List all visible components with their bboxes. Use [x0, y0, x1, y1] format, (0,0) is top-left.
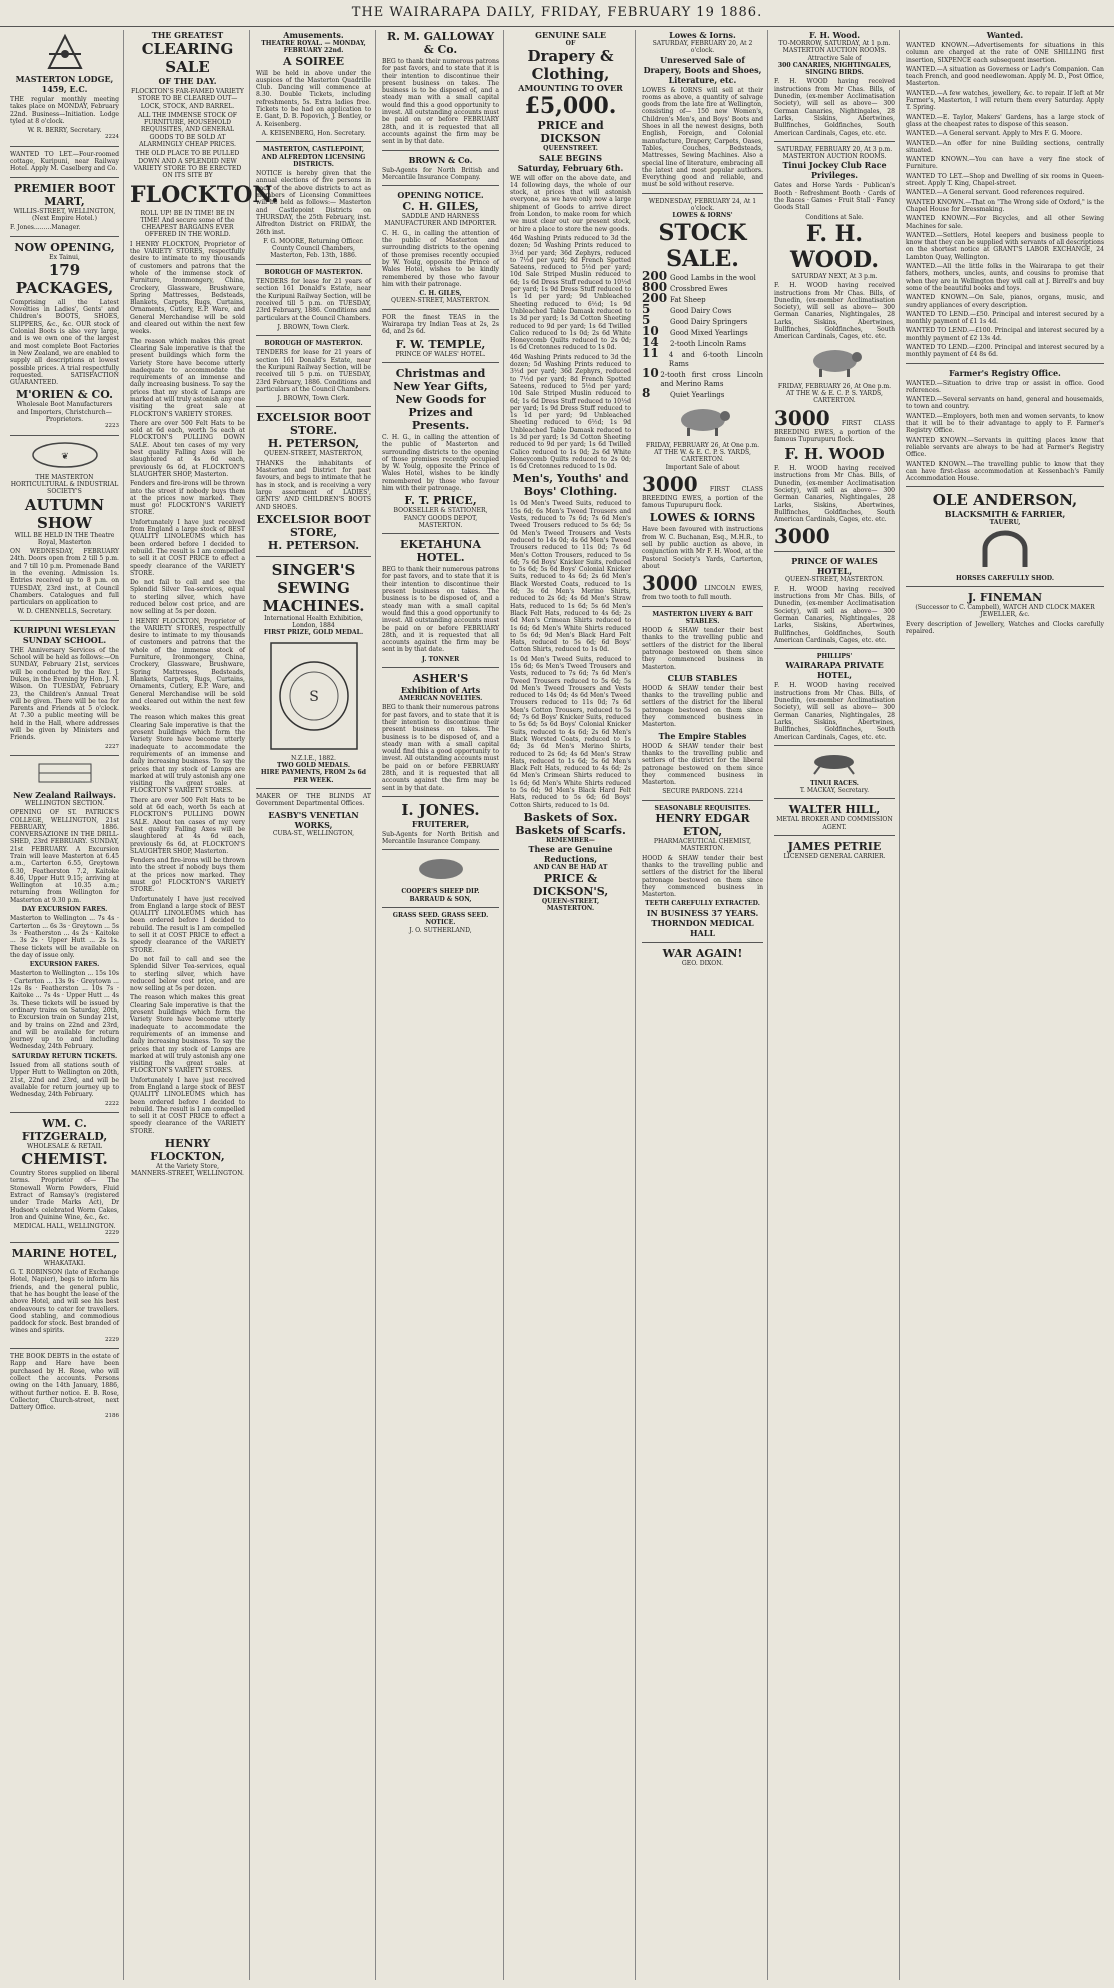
stock-row: 14 2-tooth Lincoln Rams [642, 334, 746, 349]
thorndon: THORNDON MEDICAL HALL [651, 917, 754, 938]
sale-begins: SALE BEGINS [538, 152, 602, 163]
fhwood-heading: F. H. WOOD. [790, 220, 879, 273]
war-again: WAR AGAIN! [662, 946, 743, 960]
clearing-body-3: THE OLD PLACE TO BE PULLED DOWN AND A SPLENDID NEW VARIETY STORE TO BE ERECTED ON ITS SITE BY [133, 150, 242, 180]
licensing-heading: MASTERTON, CASTLEPOINT, AND ALFREDTON LICENSING DISTRICTS. [261, 146, 366, 168]
tender-sig: J. BROWN, Town Clerk. [277, 323, 350, 331]
wanted-ad: WANTED.—An offer for nine Building sections, centrally situated. [906, 139, 1104, 154]
tinui-items: Gates and Horse Yards · Publican's Booth · Refreshment Booth · Cards of the Races · Games · Fruit Stall · Fancy Goods Stall [774, 182, 895, 212]
sale-items: 46d Washing Prints reduced to 3d the dozen; 5d Washing Prints reduced to 3½d per yard; 36d Zephyrs, reduced to 7½d per yard; 8d French Spotted Sateens, reduced to 5½d per yard; 10d Sale Striped Muslin reduced to 6d; 1s 6d Dress Stuff reduced to 10½d per yard; 1s 9d Dress Stuff reduced to 1s 1d per yard; 9d Unbleached Sheeting reduced to 6½d; 1s 9d Unbleached Table Damask reduced to 1s 3d per yard; 1s 3d Cotton Sheeting reduced to 9d per yard; 1s 6d Twilled Calico reduced to 1s 0d; 2s 6d White Honeycomb Quilts reduced to 2s 0d; 1s 6d Cretonnes reduced to 1s 0d. [510, 234, 631, 352]
lincoln-count: 3000 [774, 524, 830, 549]
tender-body: TENDERS for lease for 21 years of section 161 Donald's Estate, near the Kuripuni Railway Section, will be received till 5 p.m. on TUESDAY, 23rd February, 1886. Conditions and particulars at the Council Chambers. [256, 278, 371, 322]
sale-date: Saturday, February 6th. [517, 162, 624, 173]
excelsior-heading: EXCELSIOR BOOT STORE. [256, 411, 371, 438]
soiree-body: Will be held in above under the auspices of the Masterton Quadrille Club. Dancing will commence at 8.30. Double Tickets, including refreshments, 5s. Extra ladies free. Tickets to be had on application to E. Gant, D. B. Popovich, J. Bentley, or A. Keisenberg. [256, 69, 371, 128]
stock-list [642, 268, 763, 400]
mackay-sig: T. MACKAY, Secretary. [799, 787, 870, 795]
price-sub: BOOKSELLER & STATIONER, FANCY GOODS DEPOT, MASTERTON. [393, 507, 488, 529]
mens-heading: Men's, Youths' and Boys' Clothing. [512, 472, 629, 499]
opening-firm: M'ORIEN & CO. [16, 388, 113, 402]
ewes-count: 3000 [642, 471, 698, 496]
amusements-heading: Amusements. [283, 30, 344, 40]
giles-addr: QUEEN-STREET, MASTERTON. [391, 297, 490, 305]
ad-number: 2227 [105, 743, 119, 750]
fares-heading: DAY EXCURSION FARES. [21, 906, 108, 914]
stock-row: 5 Good Dairy Cows [642, 301, 732, 316]
fineman-heading: J. FINEMAN [967, 591, 1043, 605]
queenstreet: QUEENSTREET. [543, 145, 598, 153]
column-2 [126, 30, 279, 1980]
clearing-body-2: ALL THE IMMENSE STOCK OF FURNITURE, HOUSEHOLD REQUISITES, AND GENERAL GOODS TO BE SOLD AT ALARMINGLY CHEAP PRICES. [137, 111, 238, 149]
canaries: 300 CANARIES, NIGHTINGALES, SINGING BIRDS. [777, 61, 892, 77]
clearing-body-1: FLOCKTON'S FAR-FAMED VARIETY STORE TO BE CLEARED OUT—LOCK, STOCK, AND BARREL. [131, 88, 244, 110]
livery-body-3: HOOD & SHAW tender their best thanks to the travelling public and settlers of the district for the liberal patronage bestowed on them since they commenced business in Masterton. [642, 742, 763, 787]
stock-row: 10 Good Mixed Yearlings [642, 323, 748, 338]
sheep-icon [805, 345, 865, 379]
tender-body-2: TENDERS for lease for 21 years of section 161 Donald's Estate, near the Kuripuni Railway Section, will be received till 5 p.m. on TUESDAY, 23rd February, 1886. Conditions and particulars at the Council Chambers. [256, 349, 371, 393]
eketahuna-heading: EKETAHUNA HOTEL. [399, 538, 482, 565]
notice-heading: NOTICE. [425, 919, 456, 927]
theatre-heading: THEATRE ROYAL. — MONDAY, FEBRUARY 22nd. [261, 40, 366, 55]
ewes-text: FIRST CLASS BREEDING EWES, a portion of the famous Tupurupuru flock. [774, 419, 895, 443]
column-6 [638, 30, 768, 1980]
novelties-heading: New Goods for Prizes and Presents. [395, 392, 486, 432]
wood-body-4: F. H. WOOD having received instructions from Mr Chas. Bills, of Dunedin, (ex-member Acclimatisation Society), will sell as above— 300 German Canaries, Nightingales, 28 Larks, Siskins, Abertwines, Bullfinches, Goldfinches, South American Cardinals, Cages, etc. etc. [774, 585, 895, 644]
stock-row: 5 Good Dairy Springers [642, 312, 748, 327]
sheep-dip-icon [411, 854, 471, 884]
fruiterer-heading: FRUITERER, [411, 818, 470, 829]
stock-row: 10 2-tooth first cross Lincoln and Merino Rams [642, 365, 763, 388]
eton-sub: PHARMACEUTICAL CHEMIST, MASTERTON. [653, 838, 752, 853]
walter-heading: WALTER HILL, [788, 803, 881, 817]
prince-sub: QUEEN-STREET, MASTERTON. [785, 576, 884, 584]
wanted-ad: WANTED TO LET.—Shop and Dwelling of six rooms in Queen-street. Apply T. King, Chapel-street. [906, 172, 1104, 188]
galloway-body-3: BEG to thank their numerous patrons for past favors, and to state that it is their intention to discontinue their present business on takes. The business is to be disposed of, and a steady man with a small capital would find this a good opportunity to invest. All outstanding accounts must be paid on or before FEBRUARY 28th, and it is requested that all accounts against the firm may be sent in by that date. [382, 704, 499, 792]
flockton-body-6b: There are over 500 Felt Hats to be sold at 6d each, worth 5s each at FLOCKTON'S PULLING DOWN SALE. About ten cases of my very best quality Falling Axes will be slaughtered at 4s 6d each, previously 6s 6d, at FLOCKTON'S SLAUGHTER SHOP, Masterton. [130, 796, 245, 855]
price-dickson: PRICE & DICKSON'S, [532, 871, 609, 898]
peterson-body: THANKS the inhabitants of Masterton and District for past favours, and begs to intimate that he has in stock, and is receiving a very large assortment of LADIES', GENTS' AND CHILDREN'S BOOTS AND SHOES. [256, 459, 371, 511]
singers-heading: SINGER'S [271, 560, 356, 579]
wanted-ad: WANTED.—A General servant. Good references required. [906, 189, 1085, 197]
ole-heading: OLE ANDERSON, [932, 491, 1078, 510]
unreserved-heading: Unreserved Sale of Drapery, Boots and Shoes, Literature, etc. [643, 54, 762, 85]
sox-heading: Baskets of Sox. [523, 810, 618, 824]
ole-sub: BLACKSMITH & FARRIER, [944, 509, 1066, 520]
soiree-heading: A SOIREE [283, 54, 344, 68]
opening-body: Comprising all the Latest Novelties in Ladies', Gents' and Children's BOOTS, SHOES, SLIPPERS, &c., &c. OUR stock of Colonial Boots is also very large, and is we own one of the largest and most complete Boot Factories in New Zealand, we are enabled to supply all descriptions at lowest possible prices. A trial respectfully requested. SATISFACTION GUARANTEED. [10, 298, 119, 387]
flockton-body-7: Fenders and fire-irons will be thrown into the street if nobody buys them at the prices now marked. They must go! FLOCKTON'S VARIETY STORE. [130, 480, 246, 517]
peterson-sub: QUEEN-STREET, MASTERTON, [264, 450, 363, 458]
brown-heading: BROWN & Co. [408, 154, 473, 165]
brown-body: Sub-Agents for North British and Mercantile Insurance Company. [382, 166, 499, 181]
friday: FRIDAY, FEBRUARY 26, At One p.m. [777, 382, 892, 390]
wanted-ad: WANTED KNOWN.—For Bicycles, and all other Sewing Machines for sale. [906, 215, 1104, 230]
easby-heading: EASBY'S VENETIAN WORKS, [268, 809, 359, 830]
premier-heading: PREMIER BOOT MART, [13, 181, 116, 208]
easby-sub: CUBA-ST., WELLINGTON, [272, 829, 355, 837]
opening-firm-sub: Wholesale Boot Manufacturers and Importers, Christchurch—Proprietors. [16, 401, 113, 424]
flockton-body-7b: Fenders and fire-irons will be thrown into the street if nobody buys them at the prices now marked. They must go! FLOCKTON'S VARIETY STORE. [130, 857, 246, 894]
licensing-body: NOTICE is hereby given that the annual elections of five persons in each of the above districts to act as members of Licensing Committees will be held as follows:— Masterton and Castlepoint Districts on THURSDAY, the 25th February, inst. Alfredton District on FRIDAY, the 26th inst. [256, 170, 371, 236]
dixon-sig: GEO. DIXON. [681, 959, 724, 967]
railway-crest-icon [35, 760, 95, 786]
borough-heading-2: BOROUGH OF MASTERTON. [264, 340, 363, 348]
sutherland-sig: J. O. SUTHERLAND, [409, 926, 472, 934]
soiree-sig: A. KEISENBERG, Hon. Secretary. [261, 129, 366, 137]
prize: FIRST PRIZE, GOLD MEDAL. [263, 629, 364, 637]
temple-heading: F. W. TEMPLE, [395, 337, 486, 351]
column-4 [378, 30, 504, 1980]
lowes-heading-3: LOWES & IORNS [649, 511, 756, 525]
premier-sig: F. Jones.........Manager. [10, 224, 81, 232]
livery-heading: MASTERTON LIVERY & BAIT STABLES. [652, 610, 753, 625]
ewes-count: 3000 [774, 405, 830, 430]
flockton-body-9b: Do not fail to call and see the Splendid Silver Tea-services, equal to sterling silver, which have reduced below cost price, and are now selling at 5s per dozen. [130, 955, 245, 993]
temple-sub: PRINCE OF WALES' HOTEL. [395, 350, 486, 358]
wanted-let: WANTED TO LET.—Four-roomed cottage, Kuripuni, near Railway Hotel. Apply M. Caselberg and Co. [10, 150, 119, 173]
lodge-body: THE regular monthly meeting takes place on MONDAY, February 22nd. Business—Initiation. Lodge tyled at 8 o'clock. [10, 96, 119, 125]
flockton-body-5: The reason which makes this great Clearing Sale imperative is that the present buildings which form the Variety Store have become utterly inadequate to accommodate the requirements of an immense and daily increasing business. To say the prices that my stock of Lamps are marked at will truly astonish any one visiting the great sale at FLOCKTON'S VARIETY STORES. [130, 337, 245, 418]
tender-sig-2: J. BROWN, Town Clerk. [277, 395, 350, 403]
wanted-ad: WANTED.—A situation as Governess or Lady's Companion. Can teach French, and good needlewoman. Apply M. D., Post Office, Masterton. [906, 65, 1104, 88]
ad-number: 2229 [105, 1336, 119, 1343]
fhwood-heading-2: F. H. WOOD [784, 445, 885, 464]
wood-body-2: F. H. WOOD having received instructions from Mr Chas. Bills, of Dunedin, (ex-member Acclimatisation Society), will sell as above— 300 German Canaries, Nightingales, 28 Larks, Siskins, Abertwines, Bullfinches, Goldfinches, South American Cardinals, Cages, etc. etc. [774, 282, 895, 341]
yards: AT THE W. & E. C. P. S. YARDS, CARTERTON. [786, 389, 883, 405]
flockton-body-8: Unfortunately I have just received from England a large stock of BEST QUALITY LINOLEUMS which has been ordered before I decided to rebuild. The result is I am compelled to sell it at COST PRICE to effect a speedy clearance of the VARIETY STORE. [130, 518, 245, 577]
flockton-body-5c: The reason which makes this great Clearing Sale imperative is that the present buildings which form the Variety Store have become utterly inadequate to accommodate the requirements of an immense and daily increasing business. To say the prices that my stock of Lamps are marked at will truly astonish any one visiting the great sale at FLOCKTON'S VARIETY STORES. [130, 994, 245, 1075]
saturday: SATURDAY NEXT, At 3 p.m. [791, 272, 878, 280]
tinui-races: TINUI RACES. [810, 779, 859, 787]
empire-stables: The Empire Stables [658, 730, 747, 741]
flockton-addr: MANNERS-STREET, WELLINGTON. [131, 1170, 244, 1178]
ad-number: 2229 [105, 1230, 119, 1237]
svg-text:❦: ❦ [60, 451, 69, 462]
ad-number: 2223 [105, 423, 119, 430]
column-7 [770, 30, 900, 1980]
singer-medal-icon [269, 641, 359, 751]
wanted-ad: WANTED KNOWN.—You can have a very fine stock of Furniture. [906, 156, 1104, 171]
wanted-ad: WANTED KNOWN.—Servants in quitting places know that reliable servants are always to be had at Farmer's Registry Office. [906, 436, 1104, 459]
wanted-ad: WANTED.—Employers, both men and women servants, to know that it will be to their advantage to apply to F. Farmer's Registry Office. [906, 412, 1104, 435]
brown-body-2: Sub-Agents for North British and Mercantile Insurance Company. [382, 830, 499, 846]
railways-body: OPENING OF ST. PATRICK'S COLLEGE, WELLINGTON, 21st FEBRUARY, 1886. CONVERSAZIONE IN THE DRILL-SHED, 23rd FEBRUARY. SUNDAY, 21st FEBRUARY. A Excursion Train will leave Masterton at 6.45 a.m., Carterton 6.55, Greytown 6.30, Featherston 7.2, Kaitoke 8.46, Upper Hutt 9.15; arriving at Wellington at 10.35 a.m.; returning from Wellington for Masterton at 9.30 p.m. [10, 809, 119, 904]
genuine-reductions: These are Genuine Reductions, [528, 844, 613, 865]
tomorrow: TO-MORROW, SATURDAY, At 1 p.m. [778, 40, 891, 47]
show-heading: AUTUMN SHOW [24, 495, 105, 532]
tea-body: FOR the finest TEAS in the Wairarapa try Indian Teas at 2s, 2s 6d, and 2s 6d. [382, 313, 499, 336]
racehorse-icon [800, 750, 870, 776]
club-stables: CLUB STABLES [667, 672, 738, 683]
flockton-body-9: Do not fail to call and see the Splendid Silver Tea-services, equal to sterling silver, which have reduced below cost price, and are now selling at 5s per dozen. [130, 579, 245, 616]
giles-body-2: C. H. G., in calling the attention of the public of Masterton and surrounding districts to the opening of those premises recently occupied by W. Youlg, opposite the Prince of Wales Hotel, wishes to be kindly remembered by those who favour him with their patronage. [382, 433, 499, 492]
sewing-heading: SEWING [277, 578, 350, 597]
lowes-body-3: Have been favoured with instructions from W. C. Buchanan, Esq., M.H.R., to sell by public auction as above, in conjunction with Mr F. H. Wood, at the Pastoral Society's Yards, Carterton, about [642, 526, 763, 570]
opening-heading: NOW OPENING, [14, 240, 115, 254]
railways-heading: New Zealand Railways. [13, 789, 116, 800]
clothing-items: 1s 0d Men's Tweed Suits, reduced to 15s 6d; 6s Men's Tweed Trousers and Vests, reduced to 7s 6d; 7s 6d Men's Tweed Trousers reduced to 5s 6d; 5s 0d Men's Tweed Trousers and Vests reduced to 14s 0d; 4s 6d Men's Tweed Trousers reduced to 11s 0d; 7s 6d Men's Cotton Trousers, reduced to 5s 6d; 7s 6d Boys' Knicker Suits, reduced to 5s 6d; 5s 6d Boys' Colonial Knicker Suits, reduced to 4s 6d; 2s 6d Men's Black Worsted Coats, reduced to 1s 6d; 3s 6d Men's Merino Shirts, reduced to 2s 6d; 4s 6d Men's Straw Hats, reduced to 1s 6d; 5s 6d Men's Black Felt Hats, reduced to 4s 6d; 2s 6d Men's Crimean Shirts reduced to 1s 6d; 6d Men's White Shirts reduced to 5s 6d; 9d Men's Black Hard Felt Hats, reduced to 5s 6d; 6d Boys' Cotton Shirts, reduced to 1s 0d. [510, 500, 631, 654]
flockton-body-8c: Unfortunately I have just received from England a large stock of BEST QUALITY LINOLEUMS which has been ordered before I decided to rebuild. The result is I am compelled to sell it at COST PRICE to effect a speedy clearance of the VARIETY STORE. [130, 1076, 245, 1135]
excelsior-heading-2: EXCELSIOR BOOT STORE, [256, 512, 371, 539]
cooper-heading: COOPER'S SHEEP DIP. [401, 888, 480, 896]
xmas-heading: Christmas and New Year Gifts, [393, 366, 488, 393]
show-sig: W. D. CHENNELLS, Secretary. [17, 608, 112, 616]
column-3 [252, 30, 376, 1980]
drapery-heading: Drapery & Clothing, [527, 47, 614, 84]
flockton-sig-2: At the Variety Store, [155, 1163, 220, 1171]
fitzgerald-heading: WM. C. FITZGERALD, [21, 1116, 108, 1143]
wood-body: F. H. WOOD having received instructions from Mr Chas. Bills, of Dunedin, (ex-member Acclimatisation Society), will sell as above— 300 German Canaries, Nightingales, 28 Larks, Siskins, Abertwines, Bullfinches, Goldfinches, South American Cardinals, Cages, etc. etc. [774, 78, 895, 137]
had-at: AND CAN BE HAD AT [533, 864, 608, 872]
svg-text:S: S [308, 688, 319, 705]
giles-sub: SADDLE AND HARNESS MANUFACTURER AND IMPORTER. [384, 213, 497, 228]
medals: TWO GOLD MEDALS. [276, 762, 350, 770]
date-1: SATURDAY, FEBRUARY 20, At 2 o'clock. [652, 40, 753, 55]
eton-heading: HENRY EDGAR ETON, [655, 812, 750, 839]
peterson-heading-2: H. PETERSON. [267, 538, 360, 552]
wood-body-5: F. H. WOOD having received instructions from Mr Chas. Bills, of Dunedin, (ex-member Acclimatisation Society), will sell as above— 300 German Canaries, Nightingales, 28 Larks, Siskins, Abertwines, Bullfinches, Goldfinches, South American Cardinals, Cages, etc. etc. [774, 682, 895, 741]
flockton-body-8b: Unfortunately I have just received from England a large stock of BEST QUALITY LINOLEUMS which has been ordered before I decided to rebuild. The result is I am compelled to sell it at COST PRICE to effect a speedy clearance of the VARIETY STORE. [130, 895, 245, 954]
flockton-body-4: I HENRY FLOCKTON, Proprietor of the VARIETY STORES, respectfully desire to intimate to my thousands of customers and patrons that the whole of the immense stock of Furniture, Ironmongery, China, Crockery, Glassware, Brushware, Spring Mattresses, Bedsteads, Blankets, Carpets, Rugs, Curtains, Ornaments, Cutlery, E.P. Ware, and General Merchandise will be sold and cleared out within the next few weeks. [130, 240, 245, 336]
column-1 [6, 30, 124, 1980]
galloway-body-2: BEG to thank their numerous patrons for past favors, and to state that it is their intention to discontinue their present business on takes. The business is to be disposed of, and a steady man with a small capital would find this a good opportunity to invest. All outstanding accounts must be paid on or before FEBRUARY 28th, and it is requested that all accounts against the firm may be sent in by that date. [382, 566, 499, 654]
lodge-heading: MASTERTON LODGE, 1459, E.C. [15, 74, 114, 94]
fineman-sub: (Successor to C. Campbell), WATCH AND CLOCK MAKER JEWELLER, &c. [915, 604, 1095, 619]
clearing-pre: THE GREATEST [151, 30, 224, 40]
railways-sub: WELLINGTON SECTION. [24, 799, 105, 807]
giles-body: C. H. G., in calling the attention of the public of Masterton and surrounding districts to the opening of those premises recently occupied by W. Youlg, opposite the Prince of Wales Hotel, wishes to be kindly remembered by those who favour him with their patronage. [382, 229, 499, 288]
excursion-table: Masterton to Wellington ... 15s 10s · Carterton ... 13s 9s · Greytown ... 12s 8s · Featherston ... 10s 7s · Kaitoke ... 7s 4s · Upper Hutt ... 4s 3s. These tickets will be issued by ordinary trains on Saturday, 20th, to Excursion train on Sunday 21st, and by trains on 22nd and 23rd, and will be available for return journey up to and including Wednesday, 24th February. [10, 970, 119, 1051]
hire-payments: HIRE PAYMENTS, FROM 2s 6d PER WEEK. [260, 769, 367, 784]
show-sub: WILL BE HELD IN THE Theatre Royal, Masterton [14, 531, 115, 546]
machines-heading: MACHINES. [262, 596, 365, 615]
stock-heading: STOCK SALE. [658, 219, 747, 272]
masonic-emblem-icon [45, 34, 85, 70]
ad-number: 2186 [105, 1413, 119, 1420]
wood-heading: F. H. Wood. [809, 30, 860, 40]
excursion-heading: EXCURSION FARES. [29, 961, 100, 969]
secure-pardons: SECURE PARDONS. 2214 [662, 788, 743, 796]
firm-heading: PRICE and DICKSON [537, 119, 604, 146]
wanted-ad: WANTED KNOWN.—That on "The Wrong side of Oxford," is the Chapel House for Dressmaking. [906, 198, 1104, 213]
walter-sub: METAL BROKER AND COMMISSION AGENT. [776, 816, 893, 831]
seasonable: SEASONABLE REQUISITES. [654, 804, 751, 812]
column-8 [902, 30, 1108, 1980]
flockton-sig: HENRY FLOCKTON, [150, 1137, 225, 1164]
nzie: N.Z.I.E., 1882. [291, 754, 336, 762]
date-2: SATURDAY, FEBRUARY 20, At 3 p.m. [776, 145, 893, 153]
fitzgerald-addr: MEDICAL HALL, WELLINGTON. [13, 1223, 116, 1231]
premier-sub: WILLIS-STREET, WELLINGTON, (Next Empire Hotel.) [13, 207, 116, 222]
farmers-heading: Farmer's Registry Office. [949, 367, 1061, 378]
lincoln-text: LINCOLN EWES, from two tooth to full mouth. [642, 585, 763, 602]
flockton-heading: FLOCKTON. [130, 181, 279, 208]
roll-up: ROLL UP! BE IN TIME! BE IN TIME! And secure some of the CHEAPEST BARGAINS EVER OFFERED IN THE WORLD. [140, 209, 235, 239]
clothing-items-2: 1s 0d Men's Tweed Suits, reduced to 15s 6d; 6s Men's Tweed Trousers and Vests, reduced to 7s 6d; 7s 6d Men's Tweed Trousers reduced to 5s 6d; 5s 0d Men's Tweed Trousers and Vests reduced to 14s 0d; 4s 6d Men's Tweed Trousers reduced to 11s 0d; 7s 6d Men's Cotton Trousers, reduced to 5s 6d; 7s 6d Boys' Knicker Suits, reduced to 5s 6d; 5s 6d Boys' Colonial Knicker Suits, reduced to 4s 6d; 2s 6d Men's Black Worsted Coats, reduced to 1s 6d; 3s 6d Men's Merino Shirts, reduced to 2s 6d; 4s 6d Men's Straw Hats, reduced to 1s 6d; 5s 6d Men's Black Felt Hats, reduced to 4s 6d; 2s 6d Men's Crimean Shirts reduced to 1s 6d; 6d Men's White Shirts reduced to 5s 6d; 9d Men's Black Hard Felt Hats, reduced to 5s 6d; 6d Boys' Cotton Shirts, reduced to 1s 0d. [510, 655, 631, 809]
scarfs-heading: Baskets of Scarfs. [515, 823, 626, 837]
lincoln-count: 3000 [642, 571, 698, 596]
wanted-ad: WANTED KNOWN.—The travelling public to know that they can have first-class accommodation at Kessenbach's Family Accommodation House. [906, 460, 1104, 483]
exhibition: International Health Exhibition, London, 1884 [264, 614, 363, 630]
ad-number: 2222 [105, 1100, 119, 1107]
horseshoe-icon [970, 531, 1040, 571]
book-debts: THE BOOK DEBTS in the estate of Rapp and Hare have been purchased by H. Rose, who will collect the accounts. Persons owing on the 14th January, 1886, without further notice. E. B. Rose, Collector, Church-street, next Dattery Office. [10, 1353, 119, 1412]
marine-body: G. T. ROBINSON (late of Exchange Hotel, Napier), begs to inform his friends, and the general public, that he has bought the lease of the above Hotel, and will see his best endeavours to cater for travellers. Good stabling, and commodious paddock for stock. Best branded of wines and spirits. [10, 1269, 119, 1335]
stock-row: 800 Crossbred Ewes [642, 279, 728, 294]
giles-heading: C. H. GILES, [402, 200, 479, 214]
sheep-icon [673, 404, 733, 438]
tinui-heading: Tinui Jockey Club Race Privileges. [782, 160, 887, 181]
fitzgerald-body: Country Stores supplied on liberal terms. Proprietor of— The Stonewall Worm Powders, Fluid Extract of Ramsay's (registered under Trade Marks Act), Dr Hudson's celebrated Worm Cakes, Iron and Quinine Wine, &c., &c. [10, 1170, 119, 1221]
livery-body-2: HOOD & SHAW tender their best thanks to the travelling public and settlers of the district for the liberal patronage bestowed on them since they commenced business in Masterton. [642, 684, 763, 729]
conditions: Conditions at Sale. [805, 213, 864, 221]
jones-heading: I. JONES. [401, 800, 480, 819]
phillips: PHILLIPS' [816, 653, 853, 661]
flockton-body-4b: I HENRY FLOCKTON, Proprietor of the VARIETY STORES, respectfully desire to intimate to my thousands of customers and patrons that the whole of the immense stock of Furniture, Ironmongery, China, Crockery, Glassware, Brushware, Spring Mattresses, Bedsteads, Blankets, Carpets, Rugs, Curtains, Ornaments, Cutlery, E.P. Ware, and General Merchandise will be sold and cleared out within the next few weeks. [130, 617, 245, 713]
kuripuni-body: THE Anniversary Services of the School will be held as follows:—On SUNDAY, February 21st, services will be conducted by the Rev. J. Dukes, in the Evening by Hon. J. N. Wilson. On TUESDAY, February 23, the Children's Annual Treat will be given. There will be tea for Parents and Friends at 5 o'clock. At 7.30 a public meeting will be held in the Hall, where addresses will be given by Ministers and Friends. [10, 646, 119, 742]
grass-heading: GRASS SEED. GRASS SEED. [392, 912, 489, 920]
yards: AT THE W. & E. C. P. S. YARDS, CARTERTON. [654, 448, 751, 464]
stock-row: 200 Fat Sheep [642, 290, 706, 305]
business-years: IN BUSINESS 37 YEARS. [646, 907, 759, 918]
rooms: MASTERTON AUCTION ROOMS. [782, 47, 887, 55]
fitzgerald-big: CHEMIST. [21, 1150, 108, 1169]
amount-text: AMOUNTING TO OVER [518, 83, 623, 94]
lowes-heading: Lowes & Iorns. [669, 30, 736, 40]
arts-heading: Exhibition of Arts [400, 685, 481, 696]
horses-shod: HORSES CAREFULLY SHOD. [956, 574, 1054, 582]
wood-body-3: F. H. WOOD having received instructions from Mr Chas. Bills, of Dunedin, (ex-member Acclimatisation Society), will sell as above— 300 German Canaries, Nightingales, 28 Larks, Siskins, Abertwines, Bullfinches, Goldfinches, South American Cardinals, Cages, etc. etc. [774, 465, 895, 524]
fitzgerald-sub: WHOLESALE & RETAIL [26, 1142, 103, 1150]
clearing-post: OF THE DAY. [158, 76, 217, 86]
flockton-body-5b: The reason which makes this great Clearing Sale imperative is that the present buildings which form the Variety Store have become utterly inadequate to accommodate the requirements of an immense and daily increasing business. To say the prices that my stock of Lamps are marked at will truly astonish any one visiting the great sale at FLOCKTON'S VARIETY STORES. [130, 714, 245, 795]
column-5 [506, 30, 636, 1980]
attractive: Attractive Sale of [807, 54, 862, 62]
wanted-ad: WANTED.—E. Taylor, Makers' Gardens, has a large stock of glass at the cheapest rates to dispose of this season. [906, 113, 1104, 128]
ewes-text: FIRST CLASS BREEDING EWES, a portion of the famous Tupurupuru flock. [642, 485, 763, 510]
important: Important Sale of about [665, 463, 740, 471]
wanted-ad: WANTED.—Settlers, Hotel keepers and business people to know that they can be supplied with servants of all descriptions on the shortest notice at GRANT'S LABOR EXCHANGE, 24 Lambton Quay, Wellington. [906, 231, 1104, 261]
rooms-2: MASTERTON AUCTION ROOMS. [782, 153, 887, 161]
barraud-heading: BARRAUD & SON, [409, 895, 472, 903]
american-heading: AMERICAN NOVELTIES. [398, 695, 483, 703]
lowes-heading-2: LOWES & IORNS' [672, 212, 733, 220]
wanted-heading: Wanted. [986, 30, 1024, 40]
wanted-ad: WANTED.—A General servant. Apply to Mrs F. G. Moore. [906, 130, 1083, 138]
stock-row: 8 Quiet Yearlings [642, 385, 725, 400]
show-intro: THE MASTERTON HORTICULTURAL & INDUSTRIAL SOCIETY'S [10, 473, 119, 496]
marine-sub: WHAKATAKI. [43, 1259, 86, 1267]
petrie-heading: JAMES PETRIE [787, 840, 882, 853]
date-2: WEDNESDAY, FEBRUARY 24, At 1 o'clock. [648, 197, 757, 213]
livery-body: HOOD & SHAW tender their best thanks to the travelling public and settlers of the district for the liberal patronage bestowed on them since they commenced business in Masterton. [642, 627, 763, 671]
wairarapa-hotel: WAIRARAPA PRIVATE HOTEL, [785, 660, 884, 681]
flockton-body-6: There are over 500 Felt Hats to be sold at 6d each, worth 5s each at FLOCKTON'S PULLING DOWN SALE. About ten cases of my very best quality Falling Axes will be slaughtered at 4s 6d each, previously 6s 6d, at FLOCKTON'S SLAUGHTER SHOP, Masterton. [130, 419, 245, 478]
return-body: Issued from all stations south of Upper Hutt to Wellington on 20th, 21st, 22nd and 23rd, and will be available for return journey up to Wednesday, 24th February. [10, 1062, 119, 1099]
teeth: TEETH CAREFULLY EXTRACTED. [645, 900, 760, 908]
galloway-heading: R. M. GALLOWAY & Co. [386, 30, 495, 56]
amount-value: £5,000. [524, 93, 617, 120]
masterton: MASTERTON. [546, 904, 595, 912]
peterson-heading: H. PETERSON, [267, 437, 360, 451]
wanted-ad: WANTED KNOWN.—On Sale, pianos, organs, music, and sundry appliances of every description. [906, 294, 1104, 309]
stock-row: 11 4 and 6-tooth Lincoln Rams [642, 345, 763, 368]
wanted-ad: WANTED TO LEND.—£100. Principal and interest secured by a monthly payment of £2 13s 4d. [906, 327, 1104, 342]
asher-heading: ASHER'S [412, 672, 469, 686]
wanted-ad: WANTED.—All the little folks in the Wairarapa to get their fathers, mothers, uncles, aunts, and cousins to promise that when they are in Wellington they will call at J. Birrell's and buy some of the beautiful books and toys. [906, 263, 1104, 292]
return-heading: SATURDAY RETURN TICKETS. [11, 1052, 118, 1060]
opening-big: 179 PACKAGES, [15, 260, 114, 297]
licensing-sig: F. G. MOORE, Returning Officer. [263, 237, 364, 245]
borough-heading: BOROUGH OF MASTERTON. [264, 268, 363, 276]
wanted-ad: WANTED.—A few watches, jewellery, &c. to repair. If left at Mr Farmer's, Masterton, I will return them every Saturday. Apply T. Spring. [906, 89, 1104, 112]
fares-table: Masterton to Wellington ... 7s 4s · Carterton ... 6s 3s · Greytown ... 5s 3s · Featherston ... 4s 2s · Kaitoke ... 3s 2s · Upper Hutt ... 2s 1s. These tickets will be available on the day of issue only. [10, 915, 119, 959]
wanted-ad: WANTED.—Several servants on hand, general and housemaids, to town and country. [906, 396, 1104, 411]
maker-body: MAKER OF THE BLINDS AT Government Departmental Offices. [256, 792, 371, 808]
ad-number: 2224 [105, 134, 119, 141]
queen-street: QUEEN-STREET, [541, 897, 600, 905]
opening-notice-heading: OPENING NOTICE. [397, 190, 484, 201]
petrie-sub: LICENSED GENERAL CARRIER. [783, 853, 886, 860]
wanted-ad: WANTED TO LEND.—£50. Principal and interest secured by a monthly payment of £1 1s 4d. [906, 310, 1104, 326]
sale-items-2: 46d Washing Prints reduced to 3d the dozen; 5d Washing Prints reduced to 3½d per yard; 36d Zephyrs, reduced to 7½d per yard; 8d French Spotted Sateens, reduced to 5½d per yard; 10d Sale Striped Muslin reduced to 6d; 1s 6d Dress Stuff reduced to 10½d per yard; 1s 9d Dress Stuff reduced to 1s 1d per yard; 9d Unbleached Sheeting reduced to 6½d; 1s 9d Unbleached Table Damask reduced to 1s 3d per yard; 1s 3d Cotton Sheeting reduced to 9d per yard; 1s 6d Twilled Calico reduced to 1s 0d; 2s 6d White Honeycomb Quilts reduced to 2s 0d; 1s 6d Cretonnes reduced to 1s 0d. [510, 353, 631, 471]
stock-row: 200 Good Lambs in the wool [642, 268, 756, 283]
wanted-ad: WANTED TO LEND.—£200. Principal and interest secured by a monthly payment of £4 8s 6d. [906, 343, 1104, 359]
wanted-ad: WANTED.—Situation to drive trap or assist in office. Good references. [906, 379, 1104, 394]
show-body: ON WEDNESDAY, FEBRUARY 24th. Doors open from 2 till 5 p.m. and 7 till 10 p.m. Promenade Band in the evening. Admission 1s. Entries received up to 8 p.m. on TUESDAY, 23rd inst., at Council Chambers. Catalogues and full particulars on application to [10, 548, 119, 607]
lowes-body: LOWES & IORNS will sell at their rooms as above, a quantity of salvage goods from the late fire at Wellington, consisting of— 150 new Women's, Children's Men's, and Boys' Boots and Shoes in all the newest designs, both English, Foreign, and Colonial manufacture, Drapery, Carpets, Oases, Tables, Couches, Bedsteads, Mattresses, Sewing Machines. Also a special line of literature, embracing all the latest and most popular authors. Everything good and reliable, and must be sold without reserve. [642, 86, 763, 189]
lodge-sig: W. R. BERRY, Secretary. [27, 127, 102, 135]
giles-sig: C. H. GILES, [419, 290, 462, 298]
masthead: THE WAIRARAPA DAILY, FRIDAY, FEBRUARY 19 1886. [0, 0, 1114, 27]
show-ornament-icon [30, 440, 100, 470]
council-date: County Council Chambers, Masterton, Feb. 13th, 1886. [270, 245, 357, 260]
clearing-heading: CLEARING SALE [141, 40, 234, 76]
genuine-heading: GENUINE SALE [535, 30, 606, 40]
sale-intro: WE will offer on the above date, and 14 following days, the whole of our stock, at prices that will astonish everyone, as we have only now a large shipment of Goods to arrive direct from London, to make room for which we must clear out our present stock, or hire a place to store the new goods. [510, 174, 631, 233]
price-heading: F. T. PRICE, [404, 494, 477, 508]
opening-sub: Ex Tainui, [49, 253, 80, 261]
ole-addr: TAUERU, [989, 519, 1021, 527]
marine-heading: MARINE HOTEL, [11, 1246, 118, 1260]
fineman-body: Every description of Jewellery, Watches and Clocks carefully repaired. [906, 620, 1104, 635]
remember: REMEMBER— [546, 836, 595, 844]
date-3: FRIDAY, FEBRUARY 26, At One p.m. [645, 441, 760, 449]
tonner-sig: J. TONNER [421, 655, 460, 663]
galloway-body: BEG to thank their numerous patrons for past favors, and to state that it is their intention to discontinue their present business on takes. The business is to be disposed of, and a steady man with a small capital would find this a good opportunity to invest. All outstanding accounts must be paid on or before FEBRUARY 28th, and it is requested that all accounts against the firm may be sent in by that date. [382, 58, 499, 146]
wanted-ad: WANTED KNOWN.—Advertisements for situations in this column are charged at the rate of ONE SHILLING first insertion, SIXPENCE each subsequent insertion. [906, 42, 1104, 64]
of-text: OF [565, 40, 576, 47]
kuripuni-heading: KURIPUNI WESLEYAN SUNDAY SCHOOL. [13, 624, 116, 645]
livery-body-4: HOOD & SHAW tender their best thanks to the travelling public and settlers of the district for the liberal patronage bestowed on them since they commenced business in Masterton. [642, 854, 763, 899]
prince-heading: PRINCE OF WALES HOTEL, [791, 556, 878, 577]
